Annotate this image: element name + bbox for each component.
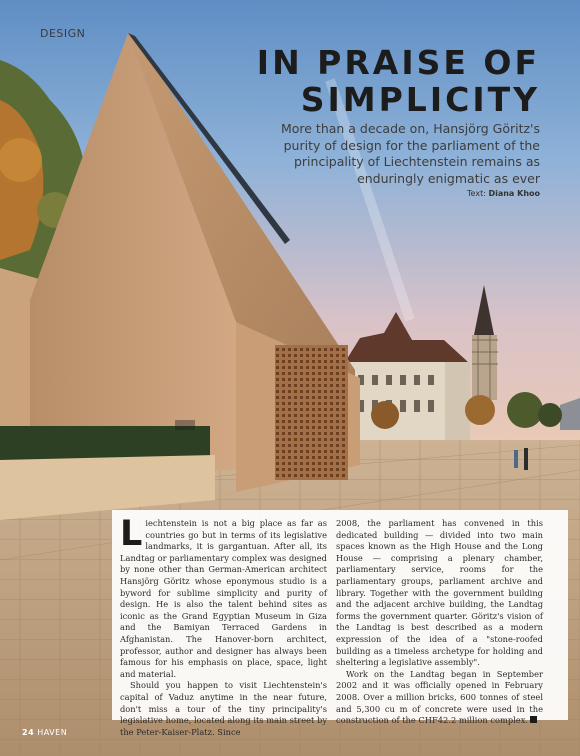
body-paragraph: 2008, the parliament has convened in this dedicated building — divided into two main spaces known as the High House and the Long House — comprising a plenary chamber, parliamentary service, rooms for the parliamentary groups, parliament archive and library. Together with the government building and the adjacent archive building, the Landtag forms the government quarter. Göritz's vision of the Landtag is best described as a modern expression of the idea of a "stone-roofed building as a timeless archetype for holding and sheltering a legislative assembly". xyxy=(336,518,543,668)
standfirst: More than a decade on, Hansjörg Göritz's purity of design for the parliament of the principality of Liechtenstein remains as enduringly enigmatic as ever xyxy=(280,121,540,186)
drop-cap: L xyxy=(120,514,143,554)
magazine-name: HAVEN xyxy=(37,728,68,737)
headline-line-2: SIMPLICITY xyxy=(300,80,540,119)
body-paragraph: Work on the Landtag began in September 2002 and it was officially opened in February 2008. Over a million bricks, 600 tonnes of steel and 5,300 cu m of concrete were used in the construction of the CHF42.2 million complex. xyxy=(336,668,543,726)
body-column-1 xyxy=(120,514,328,738)
section-tag: DESIGN xyxy=(40,27,86,40)
byline xyxy=(467,189,540,198)
end-mark-icon xyxy=(530,716,537,723)
page-number: 24 xyxy=(22,728,35,737)
folio xyxy=(22,728,67,737)
body-text-panel xyxy=(112,510,568,737)
headline xyxy=(257,44,540,118)
byline-author: Diana Khoo xyxy=(488,189,540,198)
byline-label: Text: xyxy=(467,189,486,198)
body-column-2 xyxy=(336,518,543,727)
headline-line-1: IN PRAISE OF xyxy=(256,43,540,82)
body-paragraph: Should you happen to visit Liechtenstein's capital of Vaduz anytime in the near future, don't miss a tour of the tiny principality's legislative home, located along its main street by the Peter-Kaiser-Platz. Since xyxy=(120,680,328,737)
body-paragraph: Liechtenstein is not a big place as far as countries go but in terms of its legislative landmarks, it is gargantuan. After all, its Landtag or parliamentary complex was designed by none other than German-American architect Hansjörg Göritz whose eponymous studio is a byword for sublime simplicity and purity of design. He is also the talent behind sites as iconic as the Grand Egyptian Museum in Giza and the Bamiyan Terraced Gardens in Afghanistan. The Hanover-born architect, professor, author and designer has always been famous for his emphasis on place, space, light and material. xyxy=(120,514,327,679)
